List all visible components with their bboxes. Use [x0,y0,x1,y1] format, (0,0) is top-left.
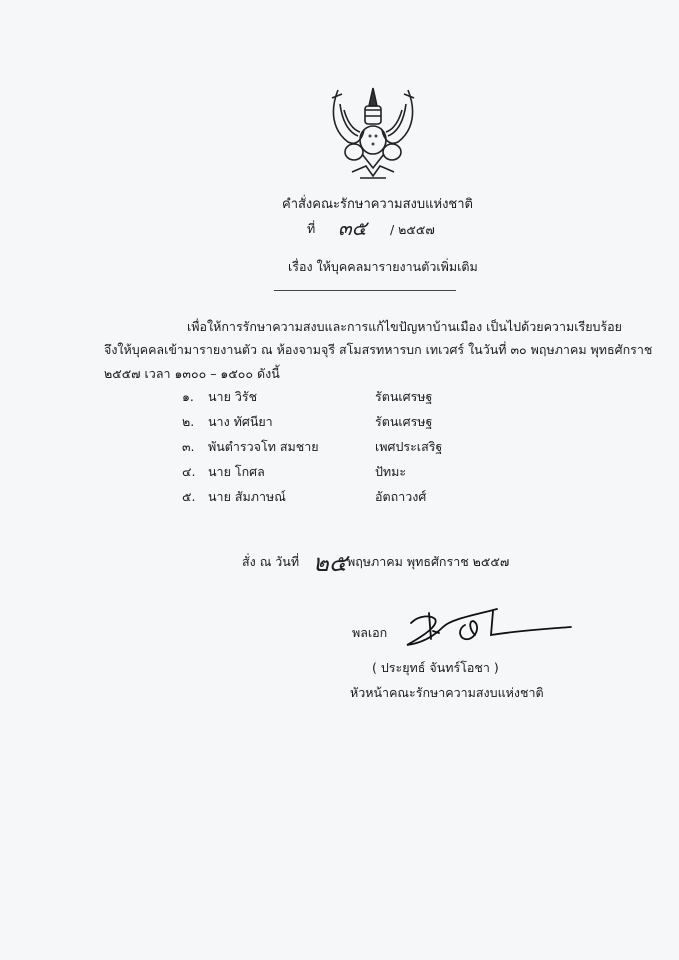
body-line-2: จึงให้บุคคลเข้ามารายงานตัว ณ ห้องจามจุรี สโมสรทหารบก เทเวศร์ ในวันที่ ๓๐ พฤษภาคม พุทธศักราช [104,342,653,357]
order-day-handwritten: ๒๕ [313,549,347,577]
item-name: นาง ทัศนียา [208,414,273,429]
order-date-suffix: พฤษภาคม พุทธศักราช ๒๕๕๗ [347,554,510,569]
signer-rank: พลเอก [352,625,388,640]
signer-name: ( ประยุทธ์ จันทร์โอชา ) [372,660,499,675]
item-surname: ปัทมะ [375,464,407,479]
item-name: นาย สัมภาษณ์ [208,489,286,504]
garuda-emblem-icon [318,80,428,190]
item-name: พันตำรวจโท สมชาย [208,439,319,454]
item-surname: เพศประเสริฐ [375,439,443,454]
signature-icon [395,605,575,653]
order-number-label: ที่ [307,221,316,236]
item-surname: รัตนเศรษฐ [375,389,433,404]
order-number-handwritten: ๓๕ [338,216,367,240]
item-surname: รัตนเศรษฐ [375,414,433,429]
item-number: ๑. [182,389,194,404]
subject-divider [274,290,456,291]
order-year: / ๒๕๕๗ [390,222,435,237]
signer-title: หัวหน้าคณะรักษาความสงบแห่งชาติ [350,685,544,700]
issuer-title: คำสั่งคณะรักษาความสงบแห่งชาติ [282,197,474,212]
item-number: ๓. [182,439,195,454]
item-number: ๕. [182,489,196,504]
body-line-3: ๒๕๕๗ เวลา ๑๓๐๐ – ๑๕๐๐ ดังนี้ [104,366,280,381]
body-line-1: เพื่อให้การรักษาความสงบและการแก้ไขปัญหาบ้านเมือง เป็นไปด้วยความเรียบร้อย [187,319,623,334]
item-number: ๒. [182,414,195,429]
item-number: ๔. [182,464,196,479]
subject-line: เรื่อง ให้บุคคลมารายงานตัวเพิ่มเติม [288,259,478,274]
item-name: นาย โกศล [208,464,265,479]
item-surname: อัตถาวงศ์ [375,489,427,504]
order-date-prefix: สั่ง ณ วันที่ [242,554,300,569]
item-name: นาย วิรัช [208,389,258,404]
